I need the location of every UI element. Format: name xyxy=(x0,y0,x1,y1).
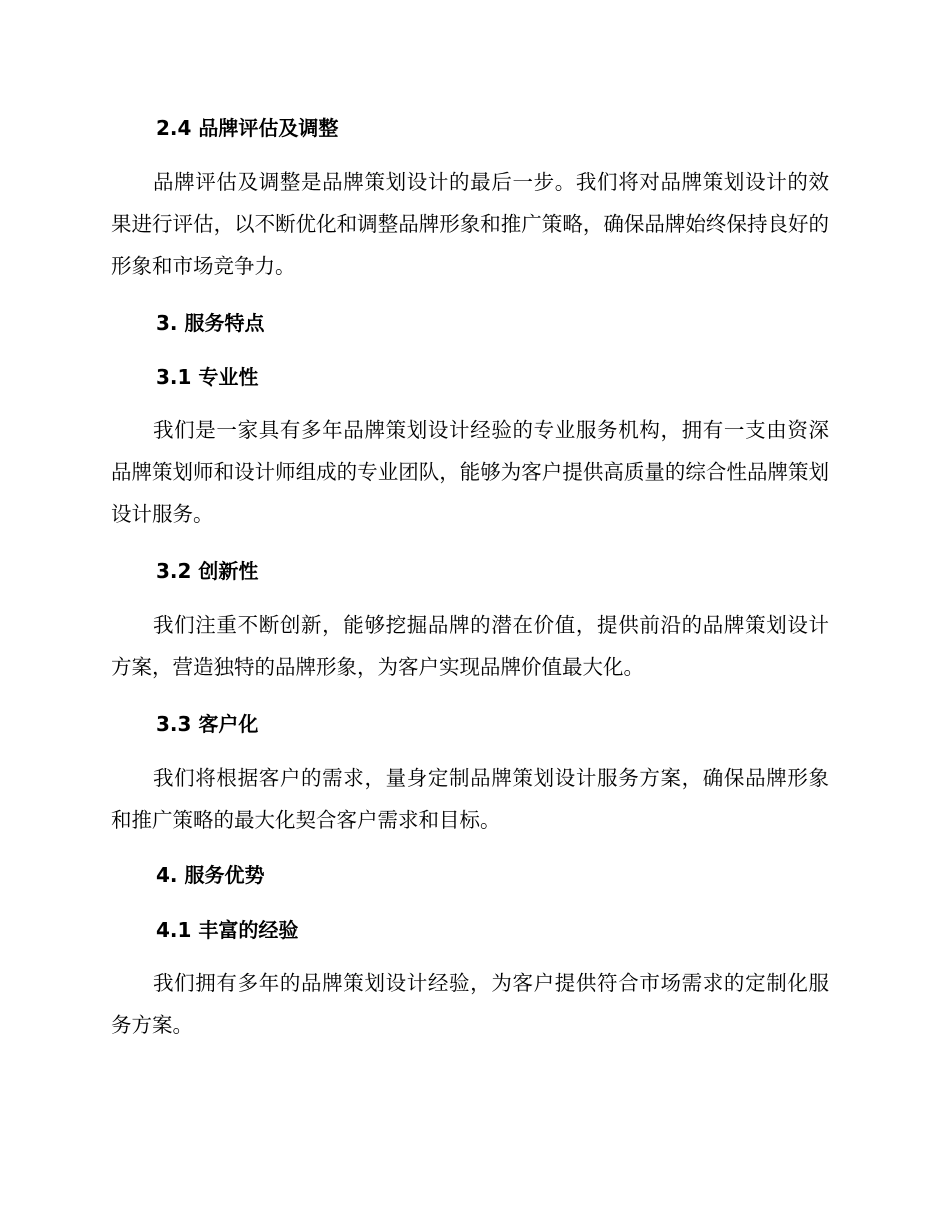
section-body-4-1: 我们拥有多年的品牌策划设计经验，为客户提供符合市场需求的定制化服务方案。 xyxy=(111,971,829,1037)
section-body-2-4: 品牌评估及调整是品牌策划设计的最后一步。我们将对品牌策划设计的效果进行评估，以不断优化和调整品牌形象和推广策略，确保品牌始终保持良好的形象和市场竞争力。 xyxy=(111,170,829,278)
section-heading-3-2: 3.2 创新性 xyxy=(156,559,259,583)
section-heading-4: 4. 服务优势 xyxy=(156,863,265,887)
section-body-3-3: 我们将根据客户的需求，量身定制品牌策划设计服务方案，确保品牌形象和推广策略的最大化契合客户需求和目标。 xyxy=(111,766,829,832)
section-heading-2-4: 2.4 品牌评估及调整 xyxy=(156,116,339,140)
section-body-3-2: 我们注重不断创新，能够挖掘品牌的潜在价值，提供前沿的品牌策划设计方案，营造独特的品牌形象，为客户实现品牌价值最大化。 xyxy=(111,613,829,679)
section-heading-3: 3. 服务特点 xyxy=(156,311,265,335)
section-heading-3-3: 3.3 客户化 xyxy=(156,712,259,736)
section-heading-3-1: 3.1 专业性 xyxy=(156,365,259,389)
section-heading-4-1: 4.1 丰富的经验 xyxy=(156,918,299,942)
section-body-3-1: 我们是一家具有多年品牌策划设计经验的专业服务机构，拥有一支由资深品牌策划师和设计师组成的专业团队，能够为客户提供高质量的综合性品牌策划设计服务。 xyxy=(111,418,829,526)
